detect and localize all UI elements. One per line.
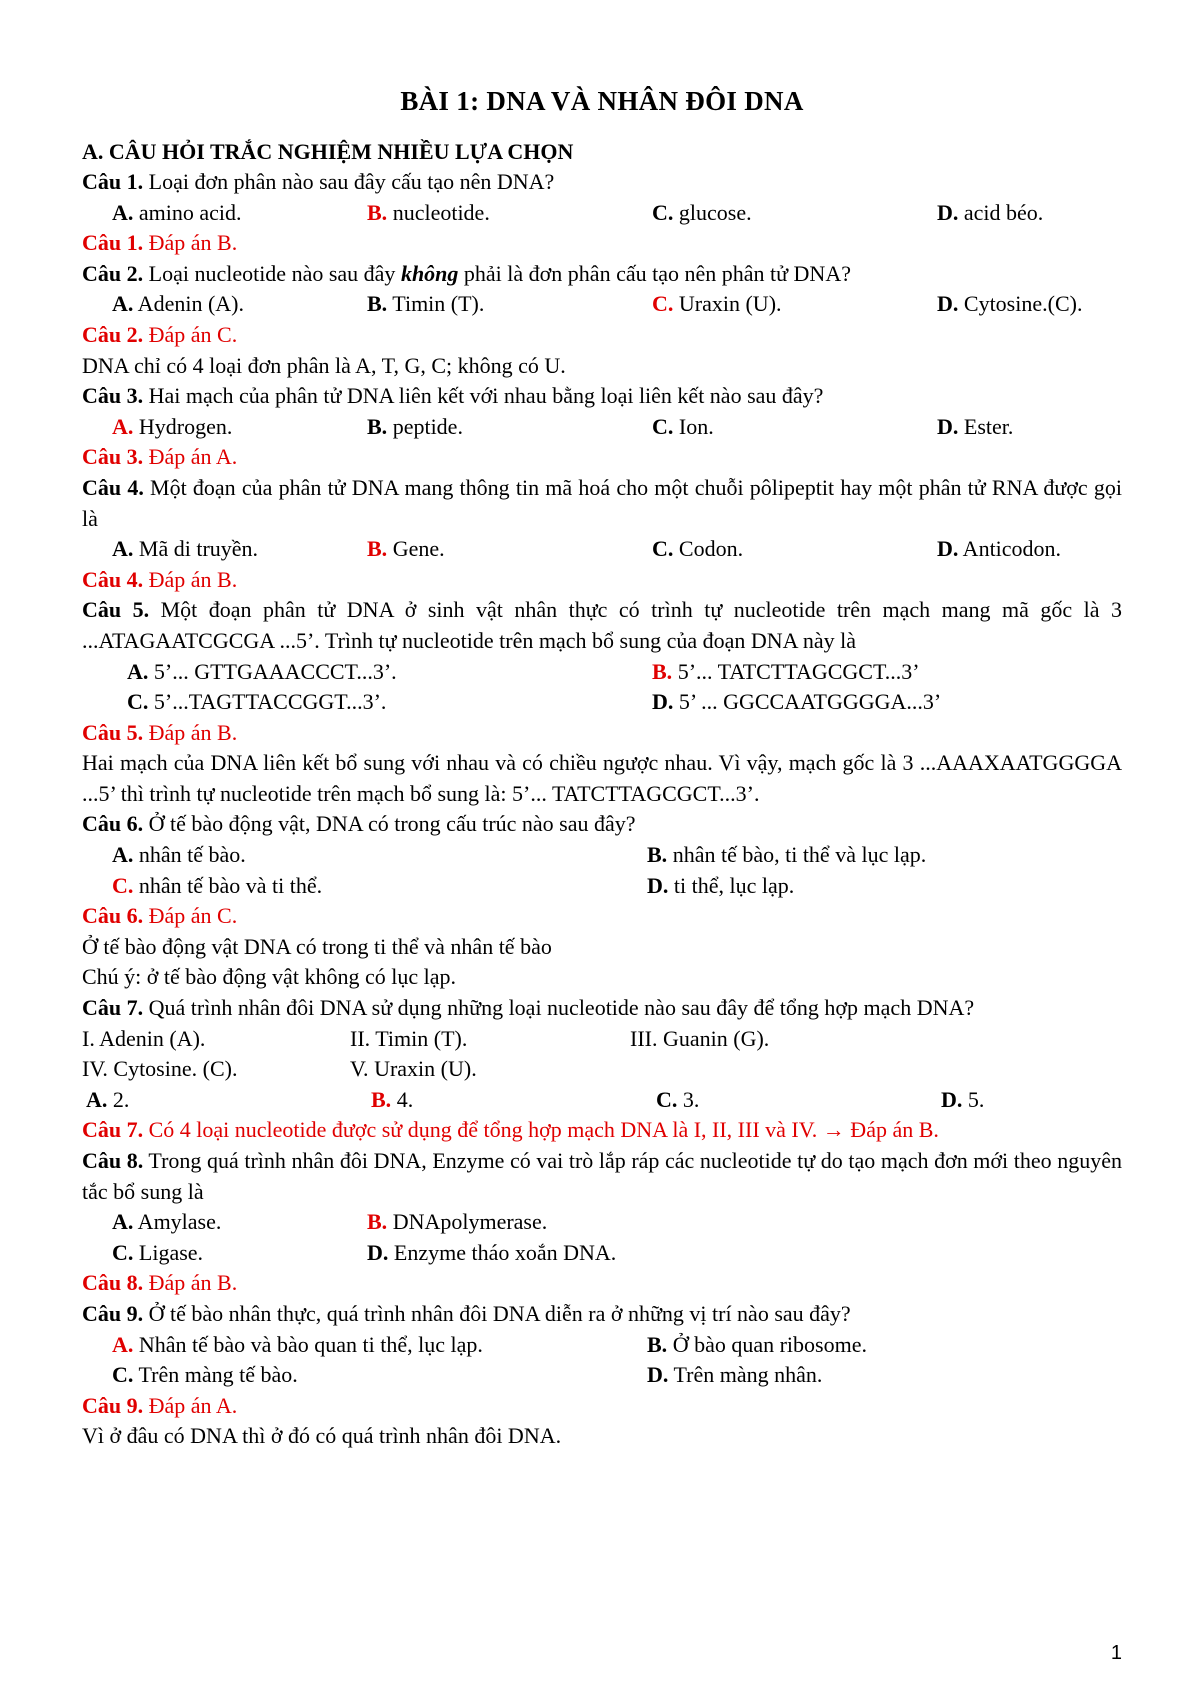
option-b: B. Timin (T). — [367, 291, 485, 317]
question-8: Câu 8. Trong quá trình nhân đôi DNA, Enzyme có vai trò lắp ráp các nucleotide tự do tạo mạch đơn mới theo nguyên tắc bổ sung là — [82, 1148, 1122, 1204]
option-a: A. 5’... GTTGAAACCCT...3’. — [127, 658, 397, 684]
page-number: 1 — [1110, 1642, 1122, 1664]
question-8-options — [82, 1207, 1122, 1268]
option-b: B. Gene. — [367, 536, 445, 562]
option-b: B. DNApolymerase. — [367, 1209, 548, 1235]
option-c: C. Ligase. — [112, 1239, 204, 1265]
answer-1: Câu 1. Đáp án B. — [82, 230, 238, 256]
question-9-options — [82, 1330, 1122, 1391]
explanation-2: DNA chỉ có 4 loại đơn phân là A, T, G, C; không có U. — [82, 352, 566, 378]
option-b: B. 4. — [371, 1086, 414, 1112]
option-a: A. nhân tế bào. — [112, 842, 246, 868]
question-1: Câu 1. Loại đơn phân nào sau đây cấu tạo nên DNA? — [82, 169, 555, 194]
explanation-5: Hai mạch của DNA liên kết bổ sung với nhau và có chiều ngược nhau. Vì vậy, mạch gốc là 3 ...AAAXAATGGGGA ...5’ thì trình tự nucleotide trên mạch bổ sung là: 5’... TATCTTAGCGCT...3’. — [82, 750, 1122, 806]
option-c: C. 5’...TAGTTACCGGT...3’. — [127, 689, 387, 715]
question-4: Câu 4. Một đoạn của phân tử DNA mang thông tin mã hoá cho một chuỗi pôlipeptit hay một phân tử RNA được gọi là — [82, 474, 1122, 531]
question-6: Câu 6. Ở tế bào động vật, DNA có trong cấu trúc nào sau đây? — [82, 811, 636, 837]
question-9: Câu 9. Ở tế bào nhân thực, quá trình nhân đôi DNA diễn ra ở những vị trí nào sau đây? — [82, 1300, 851, 1326]
option-b: B. 5’... TATCTTAGCGCT...3’ — [652, 658, 920, 684]
explanation-6: Ở tế bào động vật DNA có trong ti thể và nhân tế bào — [82, 933, 552, 959]
item-5: V. Uraxin (U). — [350, 1056, 477, 1082]
option-d: D. Ester. — [937, 413, 1014, 439]
question-7-options — [82, 1085, 1122, 1116]
question-6-options — [82, 840, 1122, 901]
question-3: Câu 3. Hai mạch của phân tử DNA liên kết với nhau bằng loại liên kết nào sau đây? — [82, 383, 824, 409]
option-d: D. Anticodon. — [937, 536, 1062, 562]
option-d: D. Enzyme tháo xoắn DNA. — [367, 1239, 617, 1265]
section-heading: A. CÂU HỎI TRẮC NGHIỆM NHIỀU LỰA CHỌN — [82, 139, 574, 164]
option-c: C. Uraxin (U). — [652, 291, 782, 317]
option-d: D. Cytosine.(C). — [937, 291, 1083, 317]
option-b: B. nhân tế bào, ti thể và lục lạp. — [647, 842, 927, 868]
option-c: C. Codon. — [652, 536, 744, 562]
option-c: C. glucose. — [652, 199, 752, 225]
answer-9: Câu 9. Đáp án A. — [82, 1392, 238, 1418]
question-2: Câu 2. Loại nucleotide nào sau đây không phải là đơn phân cấu tạo nên phân tử DNA? — [82, 260, 851, 286]
option-d: D. 5’ ... GGCCAATGGGGA...3’ — [652, 689, 942, 715]
question-4-options — [82, 534, 1122, 565]
answer-5: Câu 5. Đáp án B. — [82, 719, 238, 745]
option-d: D. Trên màng nhân. — [647, 1362, 823, 1388]
option-d: D. ti thể, lục lạp. — [647, 872, 795, 898]
note-6: Chú ý: ở tế bào động vật không có lục lạp. — [82, 964, 456, 990]
option-a: A. amino acid. — [112, 199, 242, 225]
option-a: A. Amylase. — [112, 1209, 222, 1235]
item-2: II. Timin (T). — [350, 1025, 468, 1051]
option-d: D. acid béo. — [937, 199, 1044, 225]
option-b: B. Ở bào quan ribosome. — [647, 1331, 867, 1357]
question-1-options — [82, 198, 1122, 229]
explanation-9: Vì ở đâu có DNA thì ở đó có quá trình nhân đôi DNA. — [82, 1423, 562, 1449]
question-3-options — [82, 412, 1122, 443]
option-c: C. Ion. — [652, 413, 714, 439]
answer-2: Câu 2. Đáp án C. — [82, 321, 238, 347]
question-2-options — [82, 289, 1122, 320]
option-c: C. nhân tế bào và ti thể. — [112, 872, 323, 898]
page-title: BÀI 1: DNA VÀ NHÂN ĐÔI DNA — [400, 86, 804, 116]
answer-7: Câu 7. Có 4 loại nucleotide được sử dụng để tổng hợp mạch DNA là I, II, III và IV. → Đáp án B. — [82, 1117, 939, 1143]
option-a: A. 2. — [86, 1086, 130, 1112]
option-a: A. Mã di truyền. — [112, 536, 259, 562]
option-a: A. Nhân tế bào và bào quan ti thể, lục lạp. — [112, 1331, 483, 1357]
option-c: C. Trên màng tế bào. — [112, 1362, 298, 1388]
option-b: B. peptide. — [367, 413, 463, 439]
question-5-options — [82, 657, 1122, 718]
answer-3: Câu 3. Đáp án A. — [82, 444, 238, 470]
answer-8: Câu 8. Đáp án B. — [82, 1270, 238, 1296]
item-3: III. Guanin (G). — [630, 1025, 770, 1051]
answer-4: Câu 4. Đáp án B. — [82, 566, 238, 592]
option-b: B. nucleotide. — [367, 199, 490, 225]
option-a: A. Adenin (A). — [112, 291, 244, 317]
option-c: C. 3. — [656, 1086, 700, 1112]
item-4: IV. Cytosine. (C). — [82, 1056, 238, 1082]
question-7-items — [82, 1024, 1122, 1085]
question-5: Câu 5. Một đoạn phân tử DNA ở sinh vật nhân thực có trình tự nucleotide trên mạch mang mã gốc là 3 ...ATAGAATCGCGA ...5’. Trình tự nucleotide trên mạch bổ sung của đoạn DNA này là — [82, 597, 1123, 653]
item-1: I. Adenin (A). — [82, 1025, 206, 1051]
question-7: Câu 7. Quá trình nhân đôi DNA sử dụng những loại nucleotide nào sau đây để tổng hợp mạch DNA? — [82, 995, 975, 1021]
option-a: A. Hydrogen. — [112, 413, 233, 439]
option-d: D. 5. — [941, 1086, 985, 1112]
answer-6: Câu 6. Đáp án C. — [82, 903, 238, 929]
